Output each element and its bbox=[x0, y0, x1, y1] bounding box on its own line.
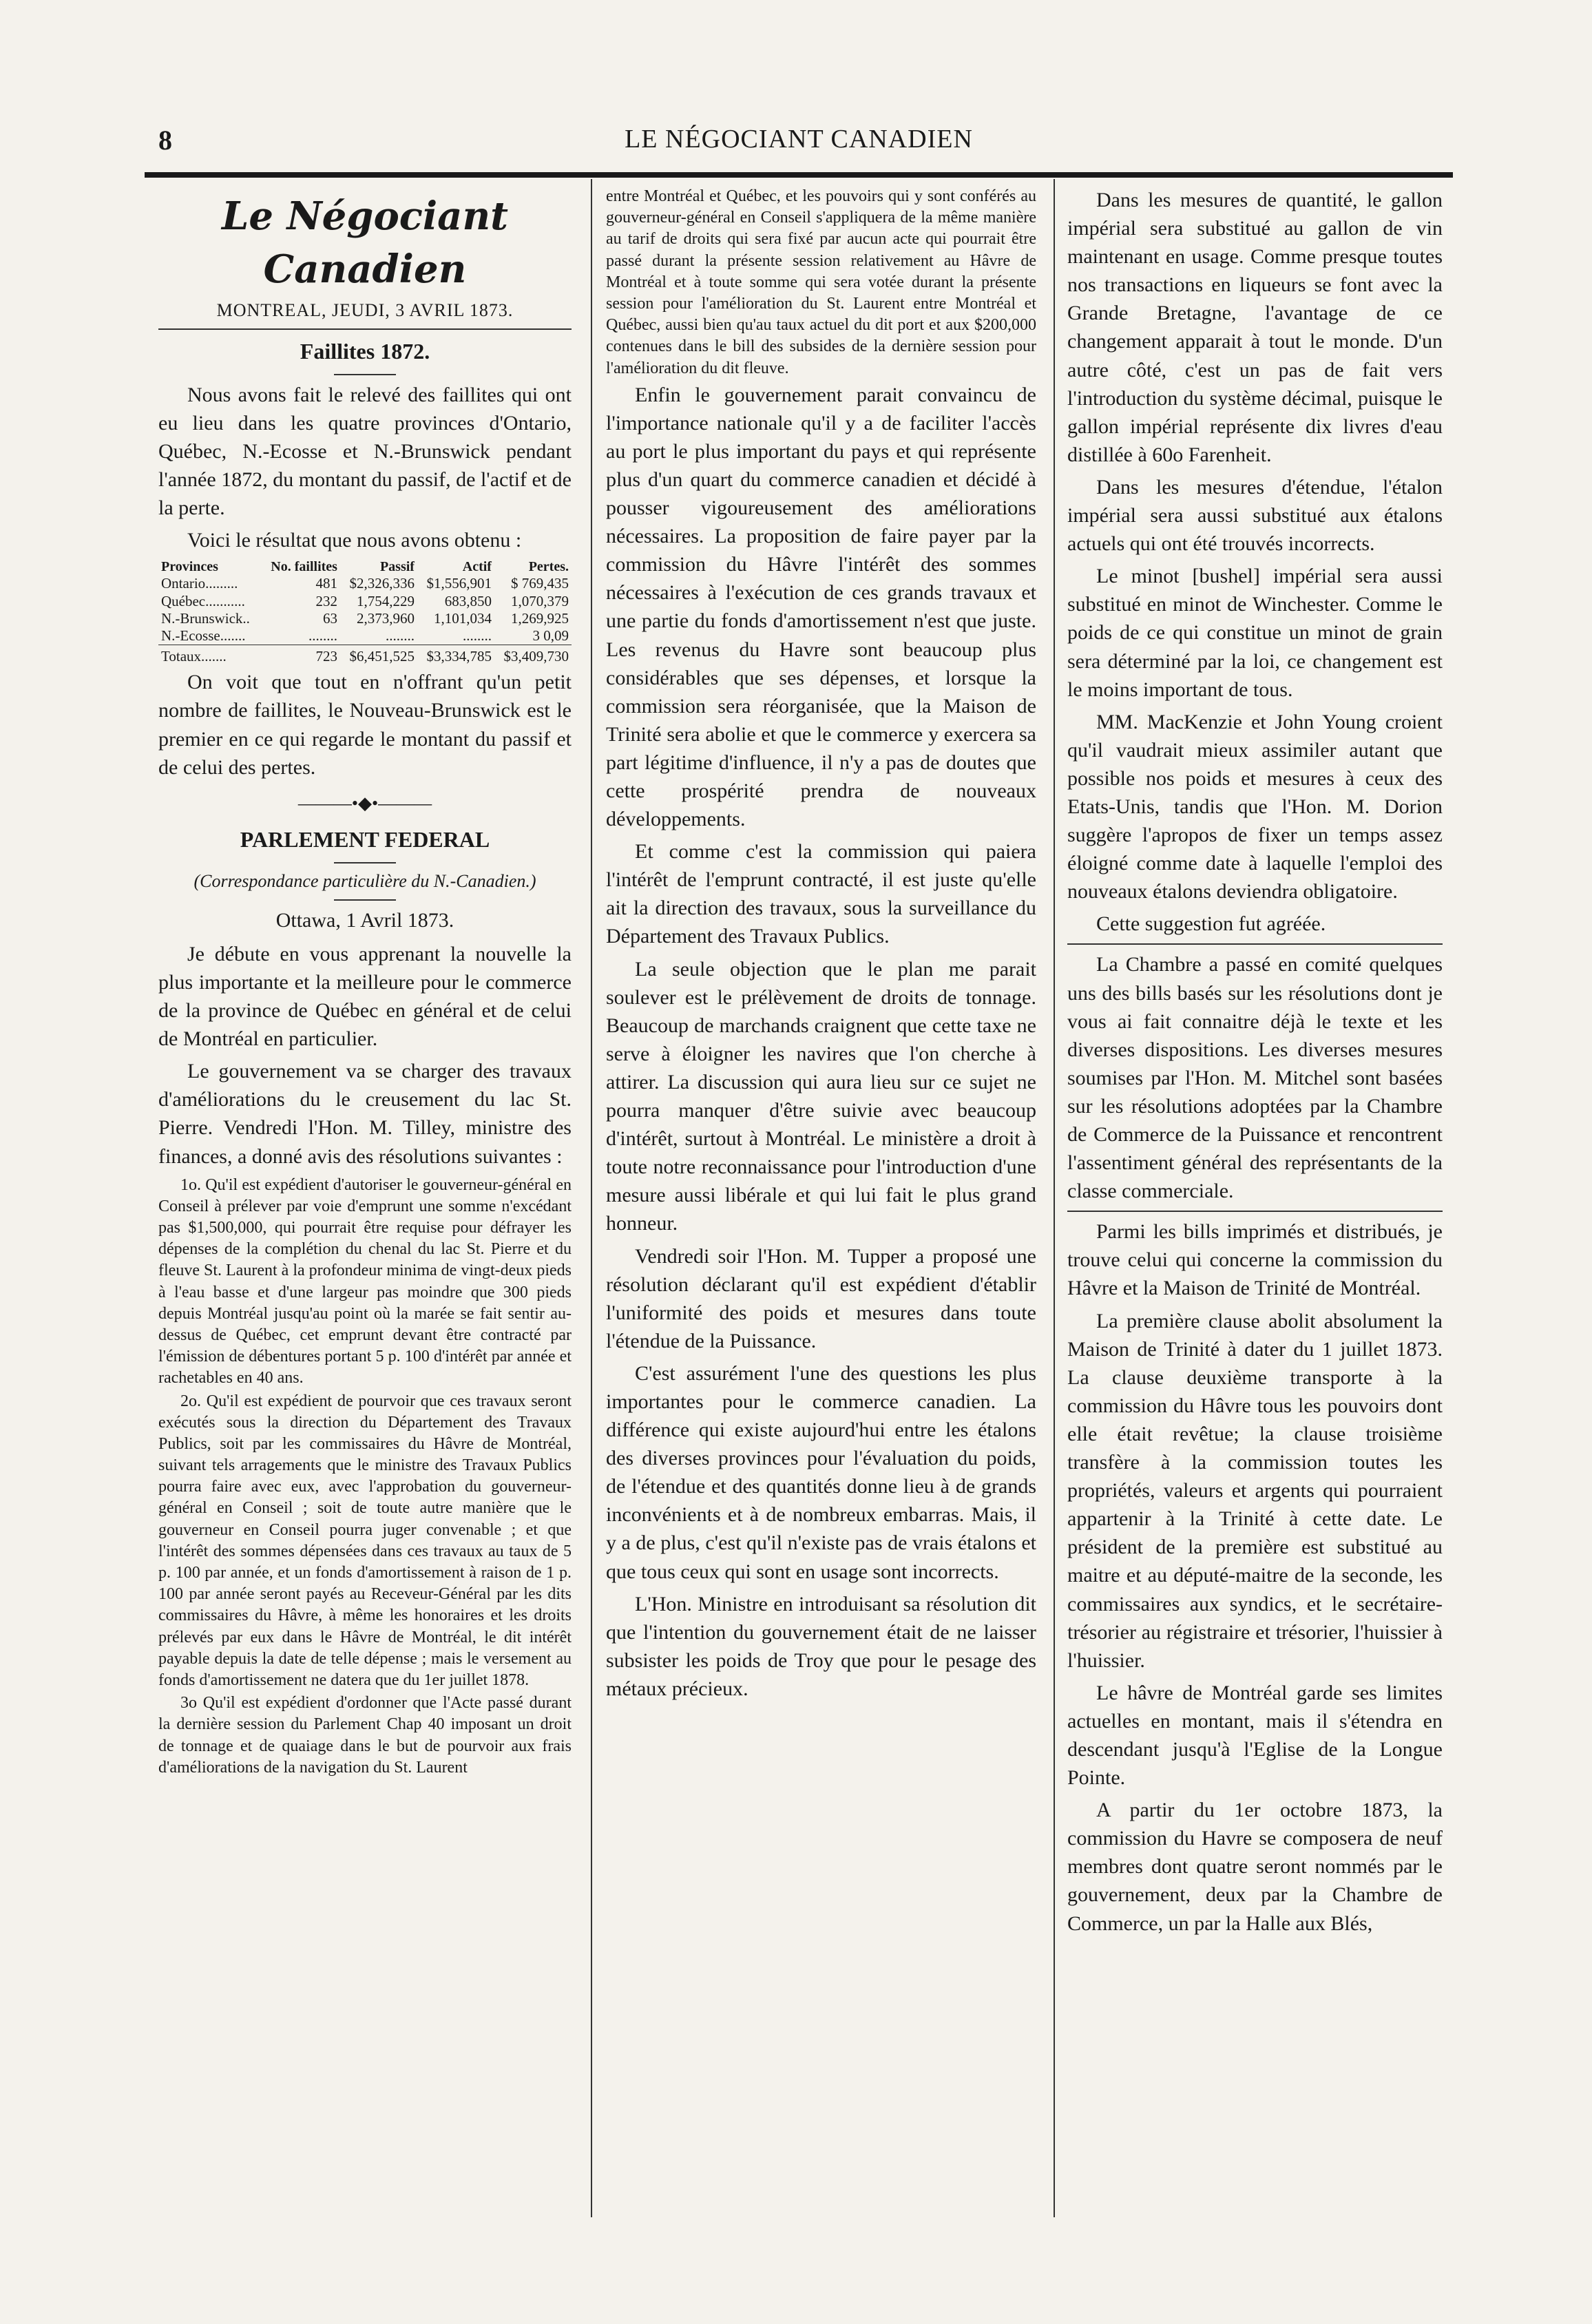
paragraph: Vendredi soir l'Hon. M. Tupper a proposé une résolution déclarant qu'il est expédient d'établir l'uniformité des poids et mesures dans toute l'étendue de la Puissance. bbox=[606, 1244, 1036, 1352]
divider bbox=[1067, 943, 1443, 945]
section-heading: Faillites 1872. bbox=[300, 339, 430, 364]
paragraph: Le minot [bushel] impérial sera aussi substitué en minot de Winchester. Comme le poids de ce qui constitue un minot de grain sera déterminé par la loi, ce changement est le moins important de tous. bbox=[1067, 565, 1443, 701]
divider bbox=[334, 899, 396, 901]
table-cell: 1,070,379 bbox=[511, 592, 569, 609]
table-cell: 1,269,925 bbox=[511, 609, 569, 627]
paragraph: La première clause abolit absolument la Maison de Trinité à dater du 1 juillet 1873. La clause deuxième transporte à la commission du Hâvre tous les pouvoirs dont elle était revêtue; la clause troisième transfère à la commission toutes les propriétés, valeurs et argents qui pourraient appartenir à la Trinité à cette date. Le président de la première est substitué au maitre et au député-maitre de la seconde, les commissaires aux syndics, et le secrétaire-trésorier au régistraire et trésorier, l'huissier à l'huissier. bbox=[1067, 1309, 1443, 1672]
table-cell: $ 769,435 bbox=[511, 575, 569, 592]
column-header: Passif bbox=[379, 559, 415, 575]
table-cell: 1,101,034 bbox=[433, 609, 492, 627]
table-cell: Totaux....... bbox=[158, 645, 262, 666]
table-cell: 683,850 bbox=[444, 592, 492, 609]
paragraph: MM. MacKenzie et John Young croient qu'il vaudrait mieux assimiler autant que possible nos poids et mesures à ceux des Etats-Unis, tandis que l'Hon. M. Dorion suggère l'apropos de fixer un temps assez éloigné comme date à laquelle l'emploi des nouveaux étalons deviendra obligatoire. bbox=[1067, 710, 1443, 903]
table-cell: ........ bbox=[308, 627, 337, 644]
paragraph: Le hâvre de Montréal garde ses limites actuelles en montant, mais il s'étendra en descendant jusqu'à l'Eglise de la Longue Pointe. bbox=[1067, 1681, 1443, 1790]
column-3 bbox=[1067, 186, 1443, 1942]
placeline: Ottawa, 1 Avril 1873. bbox=[275, 908, 454, 932]
table-row bbox=[158, 610, 572, 627]
paragraph: A partir du 1er octobre 1873, la commission du Havre se composera de neuf membres dont quatre seront nommés par le gouvernement, deux par la Chambre de Commerce, un par la Halle aux Blés, bbox=[1067, 1799, 1443, 1935]
paragraph: Nous avons fait le relevé des faillites qui ont eu lieu dans les quatre provinces d'Ontario, Québec, N.-Ecosse et N.-Brunswick pendant l'année 1872, du montant du passif, de l'actif et de la perte. bbox=[158, 383, 572, 520]
divider bbox=[158, 328, 572, 330]
column-header: No. faillites bbox=[271, 559, 337, 575]
paragraph: Voici le résultat que nous avons obtenu : bbox=[187, 529, 522, 552]
table-header-row bbox=[158, 558, 572, 575]
table-cell: 481 bbox=[315, 575, 337, 592]
paragraph: Dans les mesures de quantité, le gallon impérial sera substitué au gallon de vin maintenant en usage. Comme presque toutes nos transactions en liqueurs se font avec la Grande Bretagne, l'avantage de ce changement apparait à tout le monde. D'un autre côté, c'est un pas de fait vers l'introduction du système décimal, puisque le gallon impérial représente dix livres d'eau distillée à 60o Farenheit. bbox=[1067, 189, 1443, 466]
table-cell: 63 bbox=[322, 609, 337, 627]
paragraph: Enfin le gouvernement parait convaincu de l'importance nationale qu'il y a de faciliter l'accès au port le plus important du pays et qui représente plus d'un quart du commerce canadien et décidé à pousser vigoureusement des améliorations nécessaires. La proposition de faire payer par la commission du Hâvre l'intérêt des sommes nécessaires à l'exécution de ces grands travaux et une partie du fonds d'amortissement n'est que juste. Les revenus du Havre sont beaucoup plus considérables que ses dépenses, et lorsque la commission sera réorganisée, que la Maison de Trinité sera abolie et que le commerce y exercera sa part légitime d'influence, il n'y a pas de doutes que cette prospérité prendra de nouveaux développements. bbox=[606, 383, 1036, 831]
page-number: 8 bbox=[158, 125, 172, 156]
paragraph: La seule objection que le plan me parait soulever est le prélèvement de droits de tonnage. Beaucoup de marchands craignent que cette taxe ne serve à éloigner les navires que l'on cherche à attirer. La discussion qui aura lieu sur ce sujet ne pourra manquer d'être suivie avec beaucoup d'intérêt, surtout à Montréal. Le ministère a droit à toute notre reconnaissance pour l'introduction d'une mesure aussi libérale et qui lui fait le plus grand honneur. bbox=[606, 957, 1036, 1235]
page-header bbox=[158, 124, 1439, 165]
table-cell: $6,451,525 bbox=[340, 645, 417, 666]
section-heading: PARLEMENT FEDERAL bbox=[240, 827, 490, 852]
running-title: LE NÉGOCIANT CANADIEN bbox=[625, 125, 973, 154]
table-cell: N.-Brunswick.. bbox=[161, 609, 250, 627]
resolution: 2o. Qu'il est expédient de pourvoir que ces travaux seront exécutés sous la direction du Département des Travaux Publics, soit par les commissaires du Hâvre de Montréal, suivant tels arragements que le ministre des Travaux Publics pourra faire avec eux, avec l'approbation du gouverneur-général en Conseil ; soit de toute autre manière que le gouverneur en Conseil pourra juger convenable ; et que l'intérêt des sommes dépensées dans ces travaux au taux de 5 p. 100 par année, et un fonds d'amortissement à raison de 1 p. 100 par année seront payés au Receveur-Général par les dits commissaires du Hâvre, à même les honoraires et les droits prélevés par eux dans le Hâvre de Montréal, le dit intérêt payable depuis la date de telle dépense ; mais le versement au fonds d'amortissement ne datera que du 1er juillet 1878. bbox=[158, 1392, 572, 1689]
divider bbox=[334, 862, 396, 863]
paragraph: On voit que tout en n'offrant qu'un petit nombre de faillites, le Nouveau-Brunswick est le premier en ce qui regarde le montant du passif et de celui des pertes. bbox=[158, 671, 572, 779]
table-cell: ........ bbox=[385, 627, 415, 644]
dateline: MONTREAL, JEUDI, 3 AVRIL 1873. bbox=[216, 300, 514, 321]
table-cell: $1,556,901 bbox=[426, 575, 492, 592]
column-2 bbox=[606, 186, 1036, 1707]
table-row bbox=[158, 575, 572, 592]
table-row bbox=[158, 627, 572, 645]
column-header: Actif bbox=[462, 559, 492, 575]
paragraph: Et comme c'est la commission qui paiera l'intérêt de l'emprunt contracté, il est juste qu'elle ait la direction des travaux, sous la surveillance du Département des Travaux Publics. bbox=[606, 840, 1036, 948]
paragraph: C'est assurément l'une des questions les plus importantes pour le commerce canadien. La différence qui existe aujourd'hui entre les étalons des diverses provinces pour l'évaluation du poids, de l'étendue et des quantités donne lieu à de grands inconvénients et à de nombreux embarras. Mais, il y a de plus, c'est qu'il n'existe pas de vrais étalons et que tous ceux qui sont en usage sont incorrects. bbox=[606, 1361, 1036, 1583]
paragraph: Je débute en vous apprenant la nouvelle la plus importante et la meilleure pour le commerce de la province de Québec en général et de celui de Montréal en particulier. bbox=[158, 942, 572, 1051]
resolution: 1o. Qu'il est expédient d'autoriser le gouverneur-général en Conseil à prélever par voie d'emprunt une somme n'excédant pas $1,500,000, qui pourrait être requise pour défrayer les dépenses de la complétion du chenal du lac St. Pierre et du fleuve St. Laurent à la profondeur minima de vingt-deux pieds à l'eau basse et d'une largeur pas moindre que 300 pieds depuis Montréal jusqu'au point où la marée se fait sentir au-dessus de Québec, cet emprunt devant être contracté par l'émission de débentures portant 5 p. 100 d'intérêt par année et rachetables en 40 ans. bbox=[158, 1175, 572, 1388]
column-1 bbox=[158, 186, 572, 1780]
resolutions bbox=[158, 1175, 572, 1779]
divider bbox=[1067, 1211, 1443, 1212]
table-cell: N.-Ecosse....... bbox=[161, 627, 246, 644]
table-total-row bbox=[158, 645, 572, 666]
subheading: (Correspondance particulière du N.-Canadien.) bbox=[193, 871, 536, 892]
paragraph: Le gouvernement va se charger des travaux d'améliorations du le creusement du lac St. Pierre. Vendredi l'Hon. M. Tilley, ministre des finances, a donné avis des résolutions suivantes : bbox=[158, 1060, 572, 1168]
paragraph: La Chambre a passé en comité quelques uns des bills basés sur les résolutions dont je vous ai fait connaitre déjà le texte et les diverses dispositions. Les diverses mesures soumises par l'Hon. M. Mitchel sont basées sur les résolutions adoptées par la Chambre de Commerce de la Puissance et rencontrent l'assentiment général des représentants de la classe commerciale. bbox=[1067, 953, 1443, 1203]
column-header: Pertes. bbox=[528, 559, 569, 575]
column-divider bbox=[1054, 179, 1055, 2217]
table-cell: $2,326,336 bbox=[349, 575, 415, 592]
paragraph: Parmi les bills imprimés et distribués, je trouve celui qui concerne la commission du Hâvre et la Maison de Trinité de Montréal. bbox=[1067, 1220, 1443, 1300]
paragraph: L'Hon. Ministre en introduisant sa résolution dit que l'intention du gouvernement était de ne laisser subsister les poids de Troy que pour le pesage des métaux précieux. bbox=[606, 1592, 1036, 1700]
resolution: entre Montréal et Québec, et les pouvoirs qui y sont conférés au gouverneur-général en Conseil s'appliquera de la même manière au tarif de droits qui sera fixé par aucun acte qui pourrait être passé durant la présente session relativement au Hâvre de Montréal et à toute somme qui sera votée durant la présente session pour l'amélioration du St. Laurent entre Montréal et Québec, aussi bien qu'au taux actuel du dit port et aux $200,000 contenues dans le bill des subsides de la dernière session pour l'amélioration du dit fleuve. bbox=[606, 187, 1036, 377]
table-cell: ........ bbox=[462, 627, 492, 644]
table-cell: 232 bbox=[315, 592, 337, 609]
ornament-divider: ———•◆•——— bbox=[297, 793, 432, 813]
table-cell: $3,409,730 bbox=[494, 645, 572, 666]
column-divider bbox=[591, 179, 592, 2217]
faillites-table bbox=[158, 558, 572, 665]
paragraph: Cette suggestion fut agréée. bbox=[1096, 912, 1326, 936]
resolution: 3o Qu'il est expédient d'ordonner que l'Acte passé durant la dernière session du Parlement Chap 40 imposant un droit de tonnage et de quaiage dans le but de pourvoir aux frais d'améliorations de la navigation du St. Laurent bbox=[158, 1694, 572, 1777]
table-cell: 1,754,229 bbox=[356, 592, 415, 609]
table-row bbox=[158, 593, 572, 610]
paragraph: Dans les mesures d'étendue, l'étalon impérial sera aussi substitué aux étalons actuels qui ont été trouvés incorrects. bbox=[1067, 475, 1443, 556]
table-cell: Ontario......... bbox=[161, 575, 238, 592]
table-cell: Québec........... bbox=[161, 592, 245, 609]
resolutions-continued bbox=[606, 186, 1036, 379]
table-cell: $3,334,785 bbox=[417, 645, 494, 666]
masthead-title: Le Négociant Canadien bbox=[221, 193, 509, 292]
column-header: Provinces bbox=[161, 559, 218, 575]
top-rule bbox=[145, 172, 1453, 178]
table-cell: 2,373,960 bbox=[356, 609, 415, 627]
table-cell: 723 bbox=[262, 645, 340, 666]
divider bbox=[334, 374, 396, 375]
table-cell: 3 0,09 bbox=[532, 627, 569, 644]
